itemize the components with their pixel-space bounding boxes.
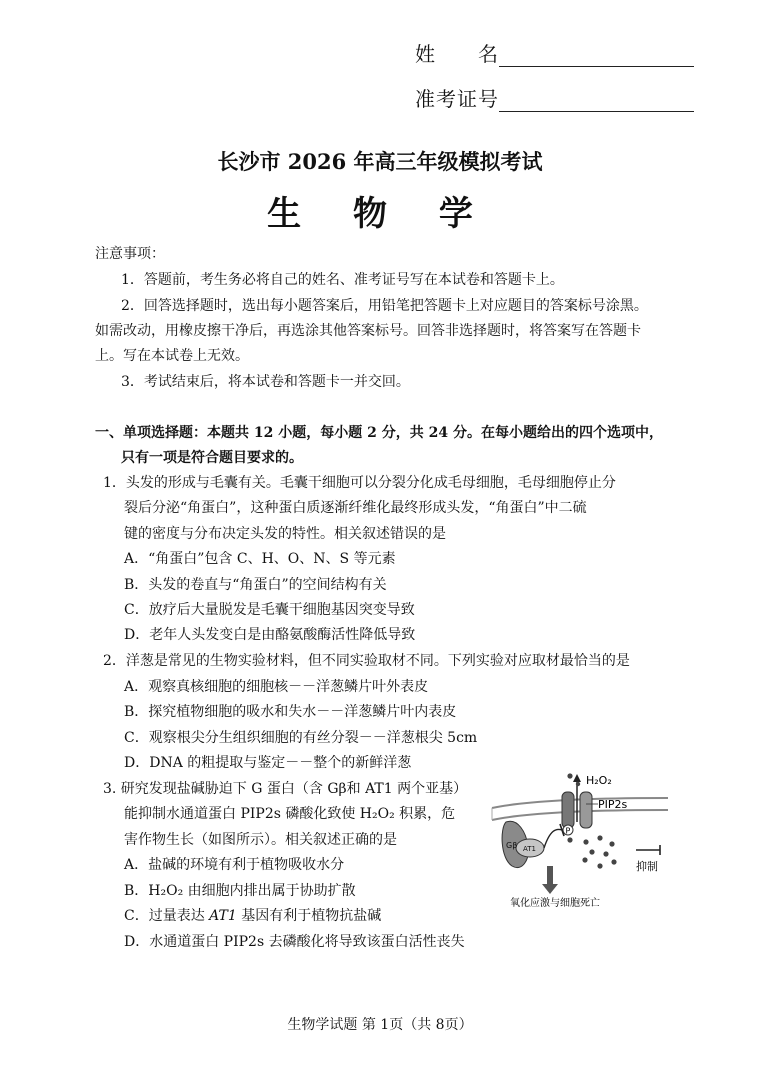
note-1: 1．答题前，考生务必将自己的姓名、准考证号写在本试卷和答题卡上。 <box>121 272 564 288</box>
exam-id-blank-line <box>499 91 694 112</box>
down-arrow <box>542 866 558 894</box>
inhibit-legend-label: 抑制 <box>636 860 658 873</box>
note-3: 3．考试结束后，将本试卷和答题卡一并交回。 <box>121 374 410 390</box>
q3-option-c <box>124 906 381 926</box>
q2-option-b: B．探究植物细胞的吸水和失水－－洋葱鳞片叶内表皮 <box>124 704 457 720</box>
q2-stem: 2．洋葱是常见的生物实验材料，但不同实验取材不同。下列实验对应取材最恰当的是 <box>103 653 630 669</box>
q3-stem-3: 害作物生长（如图所示）。相关叙述正确的是 <box>124 832 397 848</box>
notes-heading: 注意事项： <box>95 246 165 262</box>
q2-option-a: A．观察真核细胞的细胞核－－洋葱鳞片叶外表皮 <box>124 679 429 695</box>
q3-option-c-pre: C．过量表达 <box>124 908 210 924</box>
section-1-heading-cont: 只有一项是符合题目要求的。 <box>121 450 303 466</box>
h2o2-label: H₂O₂ <box>586 774 612 787</box>
q3-stem-2: 能抑制水通道蛋白 PIP2s 磷酸化致使 H₂O₂ 积累，危 <box>124 806 456 822</box>
name-label: 姓 名 <box>415 42 499 66</box>
q2-option-c: C．观察根尖分生组织细胞的有丝分裂－－洋葱根尖 5cm <box>124 730 478 746</box>
section-1-heading: 一、单项选择题：本题共 12 小题，每小题 2 分，共 24 分。在每小题给出的四个选项中， <box>95 425 663 441</box>
q1-option-d: D．老年人头发变白是由酪氨酸酶活性降低导致 <box>124 627 416 643</box>
gb-label: Gβ <box>506 841 518 850</box>
page-footer: 生物学试题 第 1页（共 8页） <box>287 1017 473 1033</box>
inhibition-curve <box>544 829 562 848</box>
q3-option-a: A．盐碱的环境有利于植物吸收水分 <box>124 857 345 873</box>
q2-option-d: D．DNA 的粗提取与鉴定－－整个的新鲜洋葱 <box>124 755 412 771</box>
name-blank-line <box>499 46 694 67</box>
at1-label: AT1 <box>523 845 536 853</box>
note-2b: 如需改动，用橡皮擦干净后，再选涂其他答案标号。回答非选择题时，将答案写在答题卡 <box>95 323 641 339</box>
phosphate-label: P <box>565 826 571 836</box>
q1-option-c: C．放疗后大量脱发是毛囊干细胞基因突变导致 <box>124 602 415 618</box>
q1-option-a: A．“角蛋白”包含 C、H、O、N、S 等元素 <box>124 551 396 567</box>
q1-stem-3: 键的密度与分布决定头发的特性。相关叙述错误的是 <box>124 526 446 542</box>
q1-stem-2: 裂后分泌“角蛋白”，这种蛋白质逐渐纤维化最终形成头发，“角蛋白”中二硫 <box>124 500 587 516</box>
q3-option-c-post: 基因有利于植物抗盐碱 <box>236 908 382 924</box>
pip2s-label: PIP2s <box>598 798 628 811</box>
note-2c: 上。写在本试卷上无效。 <box>95 348 249 364</box>
exam-title: 长沙市 2026 年高三年级模拟考试 <box>217 149 543 174</box>
q1-stem-1: 1．头发的形成与毛囊有关。毛囊干细胞可以分裂分化成毛母细胞，毛母细胞停止分 <box>103 475 616 491</box>
subject-title: 生 物 学 <box>267 194 493 234</box>
q1-option-b: B．头发的卷直与“角蛋白”的空间结构有关 <box>124 577 387 593</box>
q3-option-c-gene: AT1 <box>209 908 237 924</box>
q3-stem-1: 3. 研究发现盐碱胁迫下 G 蛋白（含 Gβ和 AT1 两个亚基） <box>103 781 468 797</box>
exam-id-field <box>415 83 694 112</box>
q3-figure <box>490 770 670 910</box>
exam-id-label: 准考证号 <box>415 87 499 111</box>
q3-option-d: D．水通道蛋白 PIP2s 去磷酸化将导致该蛋白活性丧失 <box>124 934 465 950</box>
figure-caption: 氧化应激与细胞死亡 <box>510 898 600 909</box>
q3-option-b: B．H₂O₂ 由细胞内排出属于协助扩散 <box>124 883 356 899</box>
note-2a: 2．回答选择题时，选出每小题答案后，用铅笔把答题卡上对应题目的答案标号涂黑。 <box>121 298 648 314</box>
name-field <box>415 38 694 67</box>
